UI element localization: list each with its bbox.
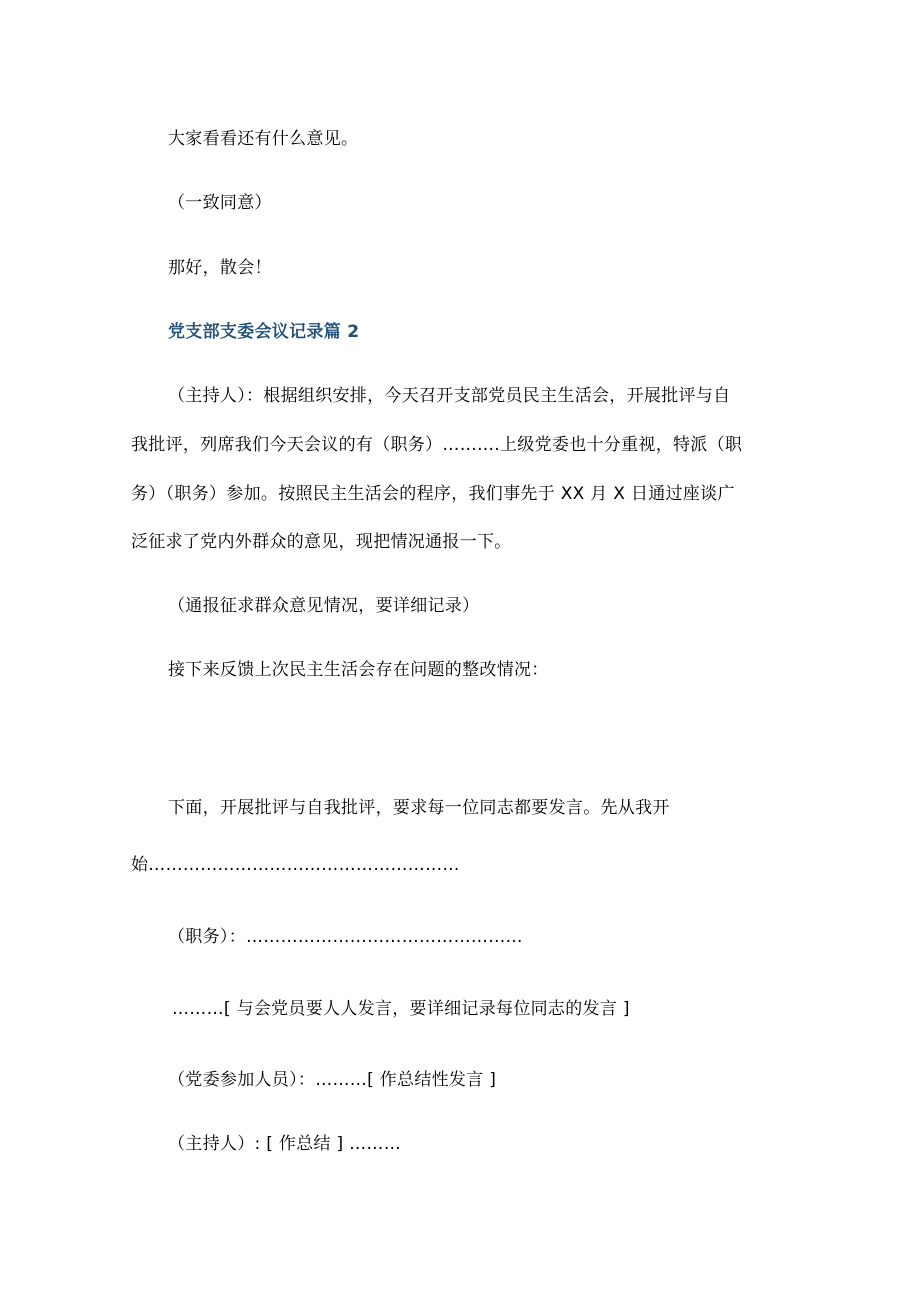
paragraph-host-opening-line4: 泛征求了党内外群众的意见，现把情况通报一下。 xyxy=(131,532,512,552)
paragraph-report-opinions: （通报征求群众意见情况，要详细记录） xyxy=(168,596,480,616)
paragraph-position-speech: （职务）：………………………………………… xyxy=(168,927,523,947)
paragraph-host-summary: （主持人）: [ 作总结 ] ……… xyxy=(168,1134,402,1154)
paragraph-member-speeches: ………[ 与会党员要人人发言，要详细记录每位同志的发言 ] xyxy=(172,999,630,1019)
paragraph-host-opening-line2: 我批评，列席我们今天会议的有（职务）……….上级党委也十分重视，特派（职 xyxy=(131,435,743,455)
paragraph-rectification: 接下来反馈上次民主生活会存在问题的整改情况： xyxy=(168,660,549,680)
paragraph-agreement: （一致同意） xyxy=(168,193,272,213)
section-heading: 党支部支委会议记录篇 2 xyxy=(168,322,360,342)
paragraph-committee-summary: （党委参加人员）：………[ 作总结性发言 ] xyxy=(168,1070,497,1090)
paragraph-adjourn: 那好，散会！ xyxy=(168,258,272,278)
paragraph-opinions: 大家看看还有什么意见。 xyxy=(168,129,359,149)
paragraph-criticism-line1: 下面，开展批评与自我批评，要求每一位同志都要发言。先从我开 xyxy=(168,798,670,818)
paragraph-criticism-line2: 始……………………………………………… xyxy=(131,855,460,875)
paragraph-host-opening-line1: （主持人）：根据组织安排，今天召开支部党员民主生活会，开展批评与自 xyxy=(168,386,731,406)
paragraph-host-opening-line3: 务）（职务）参加。按照民主生活会的程序，我们事先于 XX 月 X 日通过座谈广 xyxy=(131,484,735,504)
